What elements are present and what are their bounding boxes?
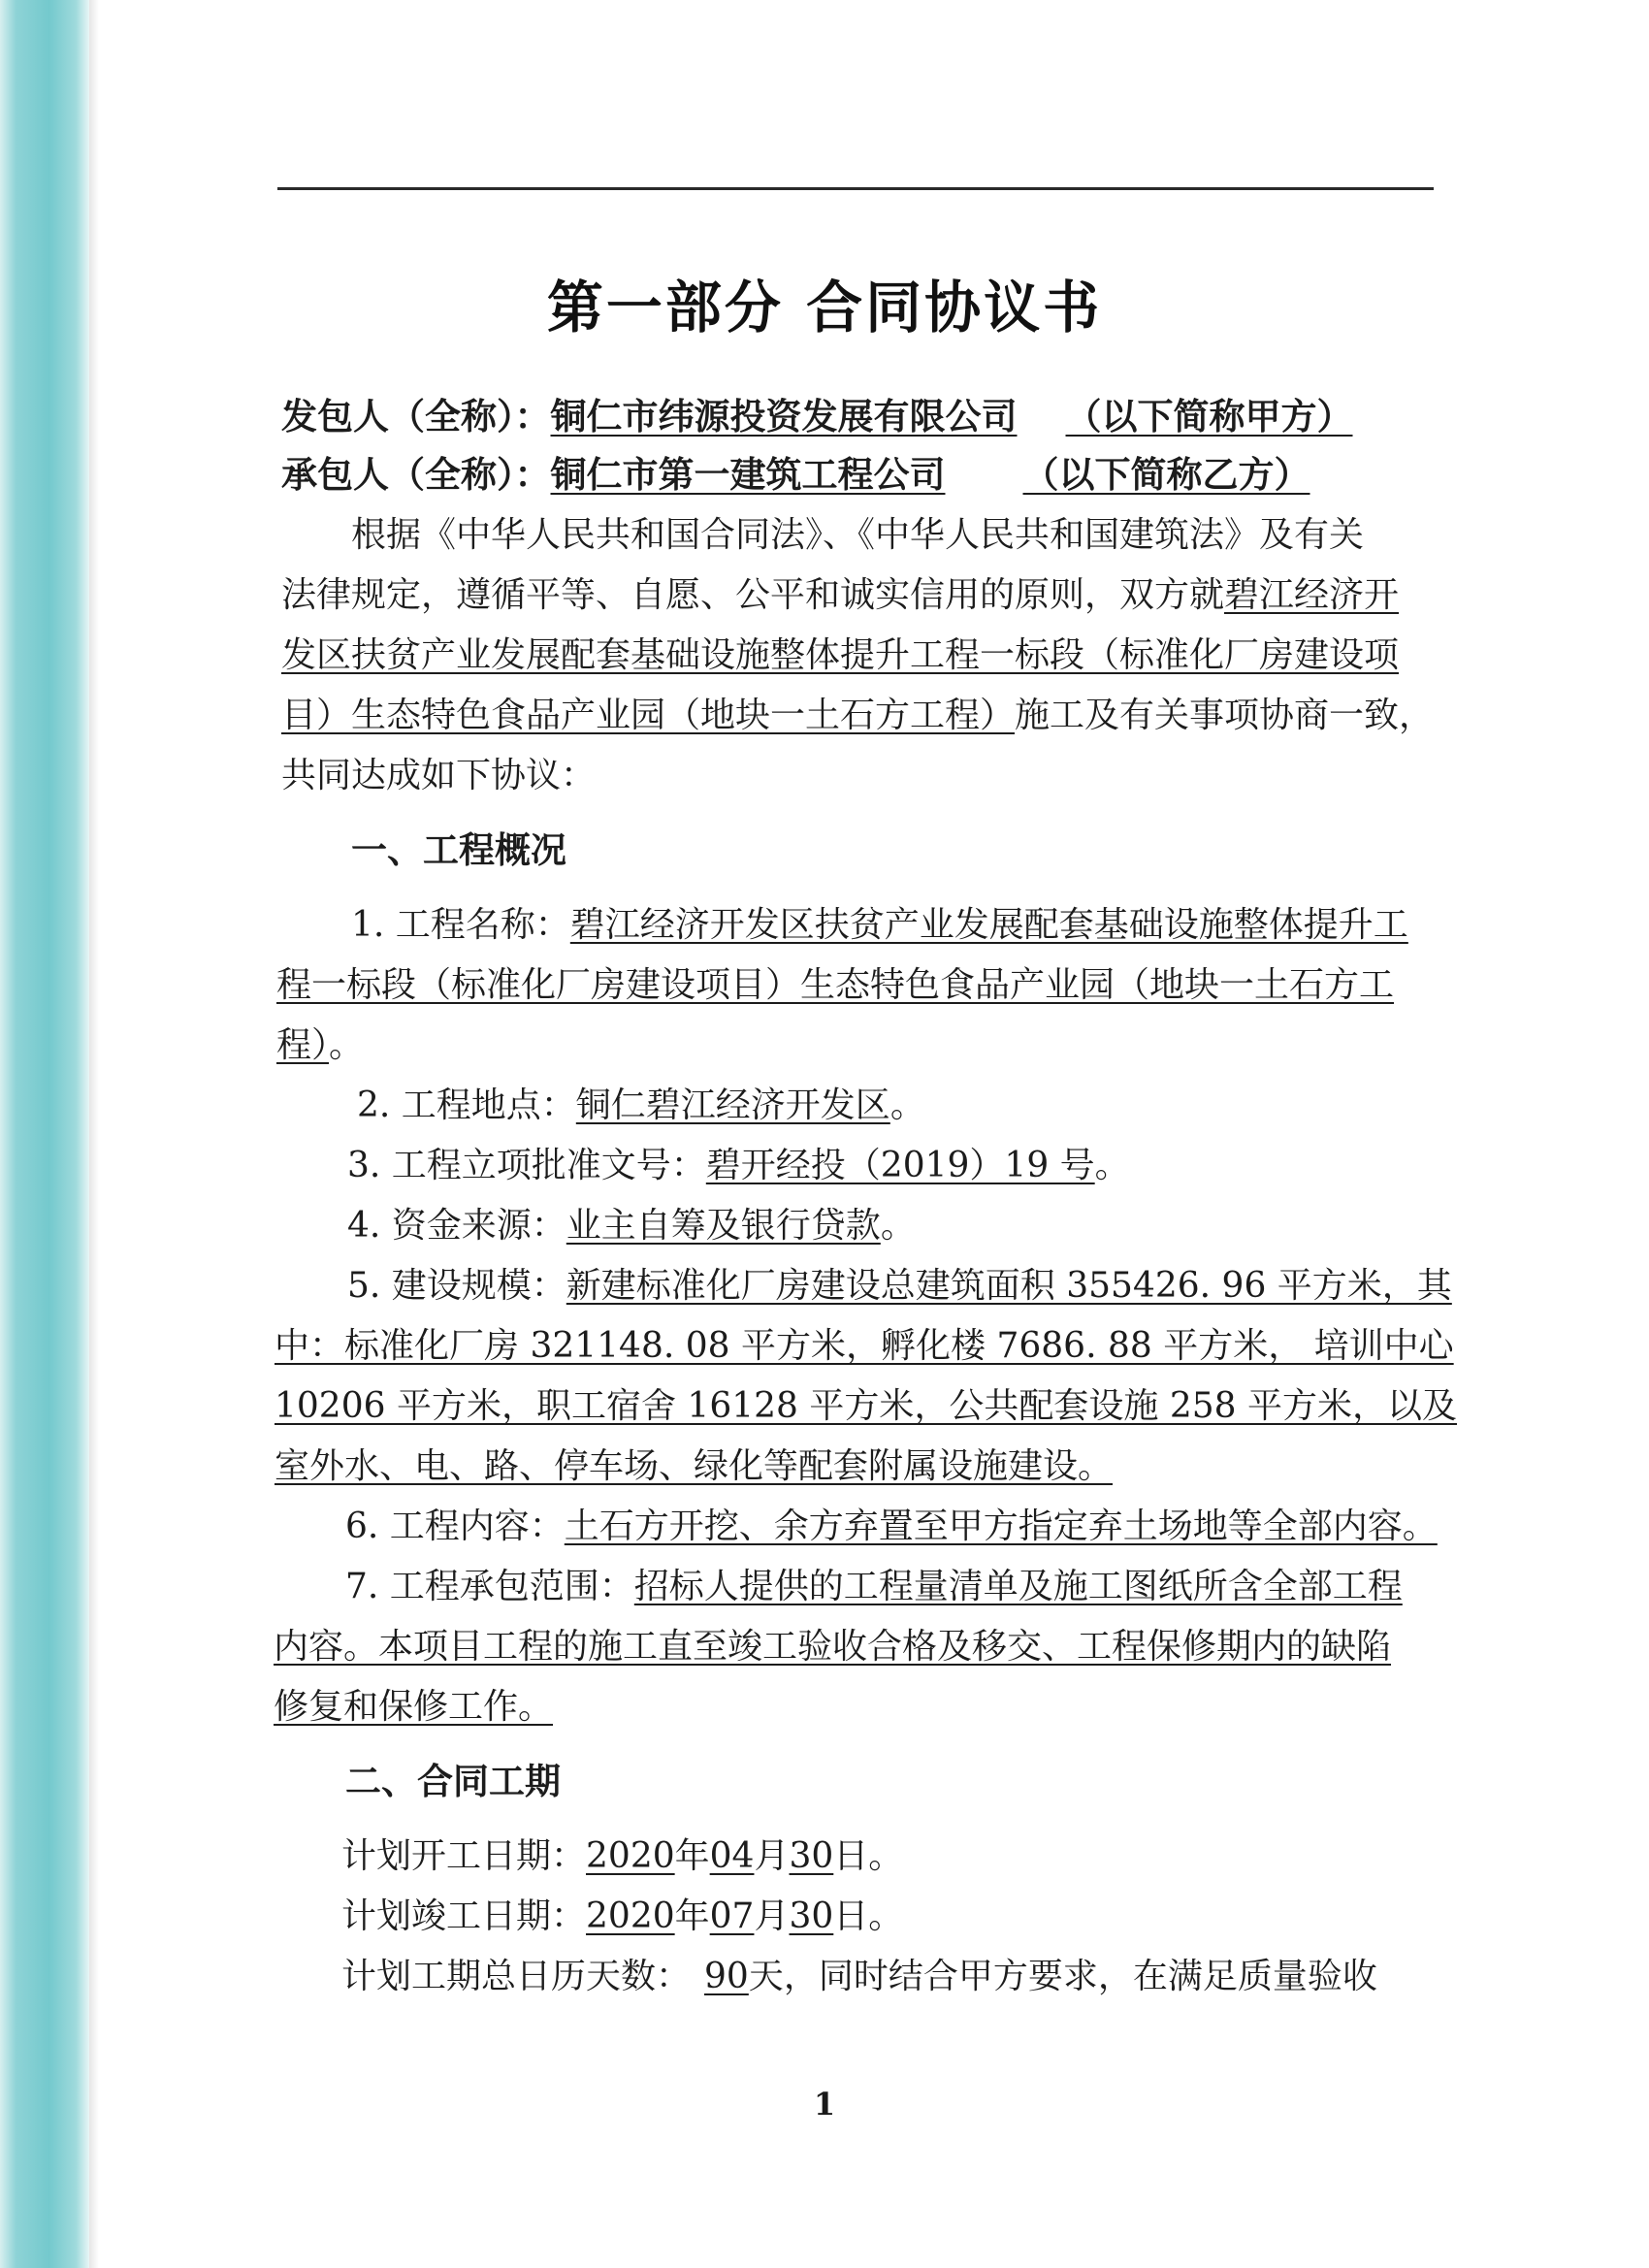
section-heading-duration: 二、合同工期: [345, 1760, 561, 1802]
item-5-label: 5. 建设规模：: [347, 1266, 566, 1306]
contractor-alias: （以下简称乙方）: [1022, 453, 1310, 496]
item-3: [347, 1143, 1130, 1189]
end-month: 07: [709, 1896, 755, 1936]
contractor-label: 承包人（全称）：: [281, 453, 551, 496]
item-1-line-2: 程一标段（标准化厂房建设项目）生态特色食品产业园（地块一土石方工: [276, 965, 1395, 1005]
contractor-name: 铜仁市第一建筑工程公司: [550, 453, 946, 496]
planned-end-date: [341, 1894, 903, 1940]
intro-text-tail: 施工及有关事项协商一致，: [1015, 696, 1435, 735]
item-6-label: 6. 工程内容：: [345, 1507, 565, 1546]
item-1-label: 1. 工程名称：: [351, 905, 570, 945]
unit-year: 年: [674, 1896, 710, 1936]
page-title: 第一部分 合同协议书: [546, 275, 1103, 340]
start-year: 2020: [586, 1836, 675, 1876]
planned-start-date: [341, 1833, 903, 1880]
intro-text: 法律规定，遵循平等、自愿、公平和诚实信用的原则，双方就: [281, 575, 1225, 615]
intro-line-4: [281, 693, 1434, 739]
unit-month: 月: [754, 1836, 790, 1876]
item-6: [345, 1504, 1438, 1550]
item-7-line-3: 修复和保修工作。: [274, 1687, 554, 1727]
unit-day: 日。: [833, 1896, 904, 1936]
item-2-value: 铜仁碧江经济开发区: [575, 1085, 890, 1125]
item-4-label: 4. 资金来源：: [347, 1206, 566, 1246]
section-heading-overview: 一、工程概况: [351, 828, 566, 871]
total-calendar-days: [341, 1954, 1377, 2000]
start-month: 04: [709, 1836, 755, 1876]
contractor-line: [281, 451, 1310, 498]
days-rest: 天，同时结合甲方要求，在满足质量验收: [748, 1957, 1377, 1996]
employer-alias: （以下简称甲方）: [1065, 395, 1353, 437]
item-3-value: 碧开经投（2019）19 号: [705, 1146, 1095, 1185]
page-number: 1: [813, 2086, 836, 2122]
end-day: 30: [789, 1896, 834, 1936]
item-1-period: 。: [329, 1025, 365, 1065]
item-3-label: 3. 工程立项批准文号：: [347, 1146, 706, 1185]
item-7-line-2: 内容。本项目工程的施工直至竣工验收合格及移交、工程保修期内的缺陷: [274, 1627, 1392, 1667]
project-name-end: 目）生态特色食品产业园（地块一土石方工程）: [281, 696, 1016, 735]
item-2: [357, 1083, 925, 1129]
start-label: 计划开工日期：: [341, 1836, 587, 1876]
end-label: 计划竣工日期：: [341, 1896, 587, 1936]
days-label: 计划工期总日历天数：: [341, 1957, 692, 1996]
end-year: 2020: [586, 1896, 675, 1936]
item-1-value-end: 程）: [276, 1025, 330, 1065]
item-5-line-2: 中：标准化厂房 321148. 08 平方米，孵化楼 7686. 88 平方米， 培训中心: [275, 1326, 1454, 1366]
intro-line-2: [281, 572, 1399, 619]
item-2-label: 2. 工程地点：: [357, 1085, 576, 1125]
item-7-value: 招标人提供的工程量清单及施工图纸所含全部工程: [633, 1567, 1403, 1606]
item-7-line-1: [345, 1564, 1403, 1610]
item-6-value: 土石方开挖、余方弃置至甲方指定弃土场地等全部内容。: [564, 1507, 1438, 1546]
employer-name: 铜仁市纬源投资发展有限公司: [550, 395, 1018, 437]
intro-line-3: 发区扶贫产业发展配套基础设施整体提升工程一标段（标准化厂房建设项: [281, 635, 1400, 675]
employer-label: 发包人（全称）：: [281, 395, 551, 437]
item-4: [347, 1203, 916, 1249]
item-1-value: 碧江经济开发区扶贫产业发展配套基础设施整体提升工: [569, 905, 1408, 945]
item-3-period: 。: [1094, 1146, 1130, 1185]
item-5-line-4: 室外水、电、路、停车场、绿化等配套附属设施建设。: [275, 1446, 1114, 1486]
item-5-value: 新建标准化厂房建设总建筑面积 355426. 96 平方米，其: [566, 1266, 1452, 1306]
item-5-line-1: [347, 1263, 1452, 1310]
days-value: 90: [704, 1957, 749, 1996]
start-day: 30: [789, 1836, 834, 1876]
intro-line-5: 共同达成如下协议：: [281, 756, 597, 795]
unit-day: 日。: [833, 1836, 904, 1876]
item-7-label: 7. 工程承包范围：: [345, 1567, 634, 1606]
header-rule: [277, 187, 1434, 190]
item-4-value: 业主自筹及银行贷款: [566, 1206, 881, 1246]
item-5-line-3: 10206 平方米，职工宿舍 16128 平方米，公共配套设施 258 平方米，以及: [275, 1386, 1457, 1426]
item-4-period: 。: [880, 1206, 916, 1246]
item-1-line-3: [276, 1022, 364, 1069]
intro-line-1: 根据《中华人民共和国合同法》、《中华人民共和国建筑法》及有关: [351, 515, 1365, 555]
unit-month: 月: [754, 1896, 790, 1936]
employer-line: [281, 393, 1353, 439]
project-name-start: 碧江经济开: [1224, 575, 1400, 615]
item-2-period: 。: [889, 1085, 925, 1125]
item-1-line-1: [351, 902, 1408, 949]
unit-year: 年: [674, 1836, 710, 1876]
